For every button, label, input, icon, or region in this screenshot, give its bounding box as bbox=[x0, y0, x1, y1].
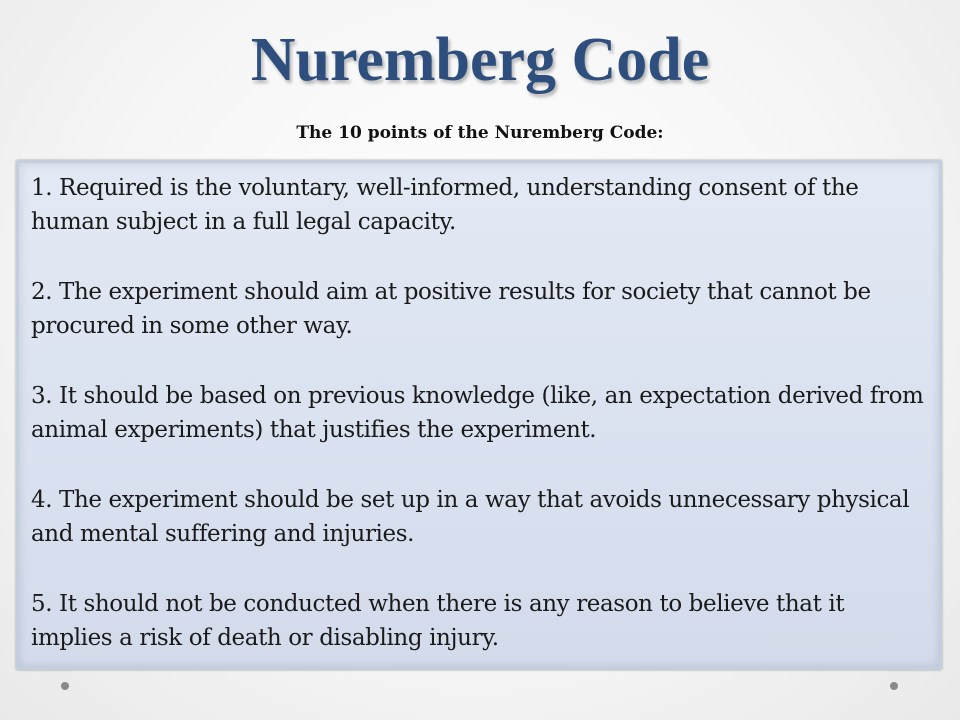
point-4: 4. The experiment should be set up in a way that avoids unnecessary physical and mental suffering and injuries. bbox=[31, 487, 910, 547]
points-text-box bbox=[16, 160, 942, 670]
point-5: 5. It should not be conducted when there is any reason to believe that it implies a risk of death or disabling injury. bbox=[31, 591, 845, 651]
decorative-dot-left bbox=[61, 682, 69, 690]
point-2: 2. The experiment should aim at positive results for society that cannot be procured in some other way. bbox=[31, 279, 871, 339]
point-3: 3. It should be based on previous knowledge (like, an expectation derived from animal experiments) that justifies the experiment. bbox=[31, 383, 924, 443]
point-1: 1. Required is the voluntary, well-informed, understanding consent of the human subject in a full legal capacity. bbox=[31, 175, 859, 235]
slide-title: Nuremberg Code bbox=[250, 26, 710, 94]
decorative-dot-right bbox=[890, 682, 898, 690]
slide-subtitle: The 10 points of the Nuremberg Code: bbox=[296, 123, 664, 143]
